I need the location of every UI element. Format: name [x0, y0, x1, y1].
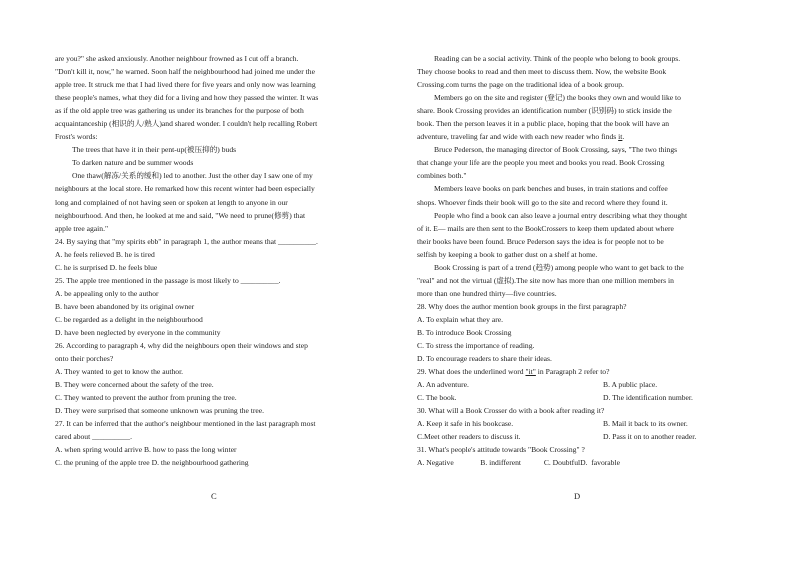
- question-26: 26. According to paragraph 4, why did the neighbours open their windows and step: [55, 341, 308, 351]
- question-option: A. Keep it safe in his bookcase.: [417, 419, 514, 429]
- text-run: in Paragraph 2 refer to?: [535, 367, 610, 377]
- underlined-word: "it": [525, 367, 536, 377]
- text-run: 29. What does the underlined word: [417, 367, 526, 377]
- text-line: selfish by keeping a book to gather dust on a shelf at home.: [417, 249, 598, 259]
- question-option: D. have been neglected by everyone in the community: [55, 327, 221, 337]
- question-option: B. have been abandoned by its original owner: [55, 301, 195, 311]
- text-line: neighbourhood. And then, he looked at me and said, "We need to prune(修剪) that: [55, 210, 306, 220]
- left-column: [55, 52, 377, 470]
- question-option: B. A public place.: [603, 380, 658, 390]
- text-line: Frost's words:: [55, 132, 98, 142]
- question-option: A. An adventure.: [417, 380, 469, 390]
- question-30: 30. What will a Book Crosser do with a book after reading it?: [417, 406, 605, 416]
- text-line: "Don't kill it, now," he warned. Soon half the neighbourhood had joined me under the: [55, 67, 315, 77]
- question-29: [417, 365, 739, 378]
- left-questions: [55, 235, 377, 470]
- text-line: apple tree again.": [55, 223, 109, 233]
- question-option: C. he is surprised D. he feels blue: [55, 262, 158, 272]
- right-paragraph-5: [417, 209, 739, 261]
- left-footer-letter: C: [211, 491, 217, 501]
- right-paragraph-6: [417, 261, 739, 300]
- text-line: Members go on the site and register (登记) the books they own and would like to: [434, 93, 681, 103]
- right-questions: [417, 300, 739, 470]
- right-paragraph-1: [417, 52, 739, 91]
- question-25: 25. The apple tree mentioned in the passage is most likely to __________.: [55, 275, 281, 285]
- question-option: D. The identification number.: [603, 393, 693, 403]
- option-row: [417, 378, 739, 391]
- question-24: 24. By saying that "my spirits ebb" in paragraph 1, the author means that __________.: [55, 236, 318, 246]
- text-line: long and complained of not having seen or spoken at length to anyone in our: [55, 197, 288, 207]
- question-option: A. To explain what they are.: [417, 314, 503, 324]
- question-31: 31. What's people's attitude towards "Book Crossing" ?: [417, 445, 585, 455]
- text-line: Reading can be a social activity. Think of the people who belong to book groups.: [434, 54, 681, 63]
- poem-line: The trees that have it in their pent-up(被压抑的) buds: [72, 145, 237, 155]
- text-run: adventure, traveling far and wide with each new reader who finds: [417, 132, 619, 142]
- underlined-it: it: [618, 132, 623, 142]
- question-option: A. be appealing only to the author: [55, 288, 159, 298]
- text-line: People who find a book can also leave a journal entry describing what they thought: [434, 210, 688, 220]
- text-line: share. Book Crossing provides an identification number (识别码) to stick inside the: [417, 106, 672, 116]
- question-option: A. he feels relieved B. he is tired: [55, 249, 155, 259]
- question-option: B. To introduce Book Crossing: [417, 327, 512, 337]
- text-line: Bruce Pederson, the managing director of Book Crossing, says, "The two things: [434, 145, 678, 155]
- question-option: B. Mail it back to its owner.: [603, 419, 688, 429]
- right-paragraph-4: [417, 182, 739, 208]
- question-option: A. They wanted to get to know the author.: [55, 367, 184, 377]
- text-line: acquaintanceship (相识的人/熟人)and shared wonder. I couldn't help recalling Robert: [55, 119, 318, 129]
- right-paragraph-3: [417, 143, 739, 182]
- question-option: B. They were concerned about the safety of the tree.: [55, 380, 214, 390]
- question-option: C. They wanted to prevent the author from pruning the tree.: [55, 393, 237, 403]
- question-option: D. Pass it on to another reader.: [603, 432, 697, 442]
- question-27: 27. It can be inferred that the author's neighbour mentioned in the last paragraph most: [55, 419, 316, 429]
- option-row: [417, 430, 739, 443]
- text-line: Members leave books on park benches and buses, in train stations and coffee: [434, 184, 668, 194]
- text-line: One thaw(解冻/关系的缓和) led to another. Just the other day I saw one of my: [72, 171, 313, 181]
- question-26-cont: onto their porches?: [55, 354, 114, 364]
- question-27-cont: cared about __________.: [55, 432, 132, 442]
- text-line: these people's names, what they did for a living and how they passed the winter. It was: [55, 93, 319, 103]
- question-28: 28. Why does the author mention book groups in the first paragraph?: [417, 301, 627, 311]
- right-footer-letter: D: [574, 491, 581, 501]
- question-option: A. Negative B. indifferent C. DoubtfulD. favorable: [417, 458, 620, 468]
- option-row: [417, 391, 739, 404]
- text-line: "real" and not the virtual (虚拟).The site now has more than one million members in: [417, 275, 674, 285]
- question-option: C.Meet other readers to discuss it.: [417, 432, 521, 442]
- option-row: [417, 417, 739, 430]
- text-line: are you?" she asked anxiously. Another neighbour frowned as I cut off a branch.: [55, 54, 299, 63]
- question-option: D. They were surprised that someone unknown was pruning the tree.: [55, 406, 265, 416]
- text-line: shops. Whoever finds their book will go to the site and record where they found it.: [417, 197, 668, 207]
- question-option: C. To stress the importance of reading.: [417, 341, 535, 351]
- question-option: C. the pruning of the apple tree D. the neighbourhood gathering: [55, 458, 249, 468]
- question-option: D. To encourage readers to share their ideas.: [417, 354, 552, 364]
- poem-line: To darken nature and be summer woods: [72, 158, 194, 168]
- right-paragraph-2: [417, 91, 739, 143]
- text-line: They choose books to read and then meet to discuss them. Now, the website Book: [417, 67, 667, 77]
- text-line: of it. E— mails are then sent to the BookCrossers to keep them updated about where: [417, 223, 674, 233]
- text-run: .: [622, 132, 625, 142]
- text-line: book. Then the person leaves it in a public place, hoping that the book will have an: [417, 119, 670, 129]
- text-line: as if the old apple tree was gathering us under its branches for the purpose of both: [55, 106, 304, 116]
- left-paragraph-2: [55, 169, 377, 234]
- right-column: [417, 52, 739, 470]
- text-line: Book Crossing is part of a trend (趋势) among people who want to get back to the: [434, 262, 684, 272]
- question-option: A. when spring would arrive B. how to pass the long winter: [55, 445, 237, 455]
- question-option: C. The book.: [417, 393, 457, 403]
- text-line: Crossing.com turns the page on the traditional idea of a book group.: [417, 80, 624, 90]
- text-line: [417, 130, 739, 143]
- text-line: that change your life are the people you meet and books you read. Book Crossing: [417, 158, 665, 168]
- poem-quote: [55, 143, 377, 169]
- left-paragraph-1: [55, 52, 377, 143]
- question-option: C. be regarded as a delight in the neighbourhood: [55, 314, 203, 324]
- text-line: apple tree. It struck me that I had lived there for five years and only now was learning: [55, 80, 316, 90]
- text-line: combines both.": [417, 171, 467, 181]
- text-line: more than one hundred thirty—five countries.: [417, 288, 557, 298]
- text-line: neighbours at the local store. He remarked how this recent winter had been especially: [55, 184, 315, 194]
- text-line: their books have been found. Bruce Pederson says the idea is for people not to be: [417, 236, 664, 246]
